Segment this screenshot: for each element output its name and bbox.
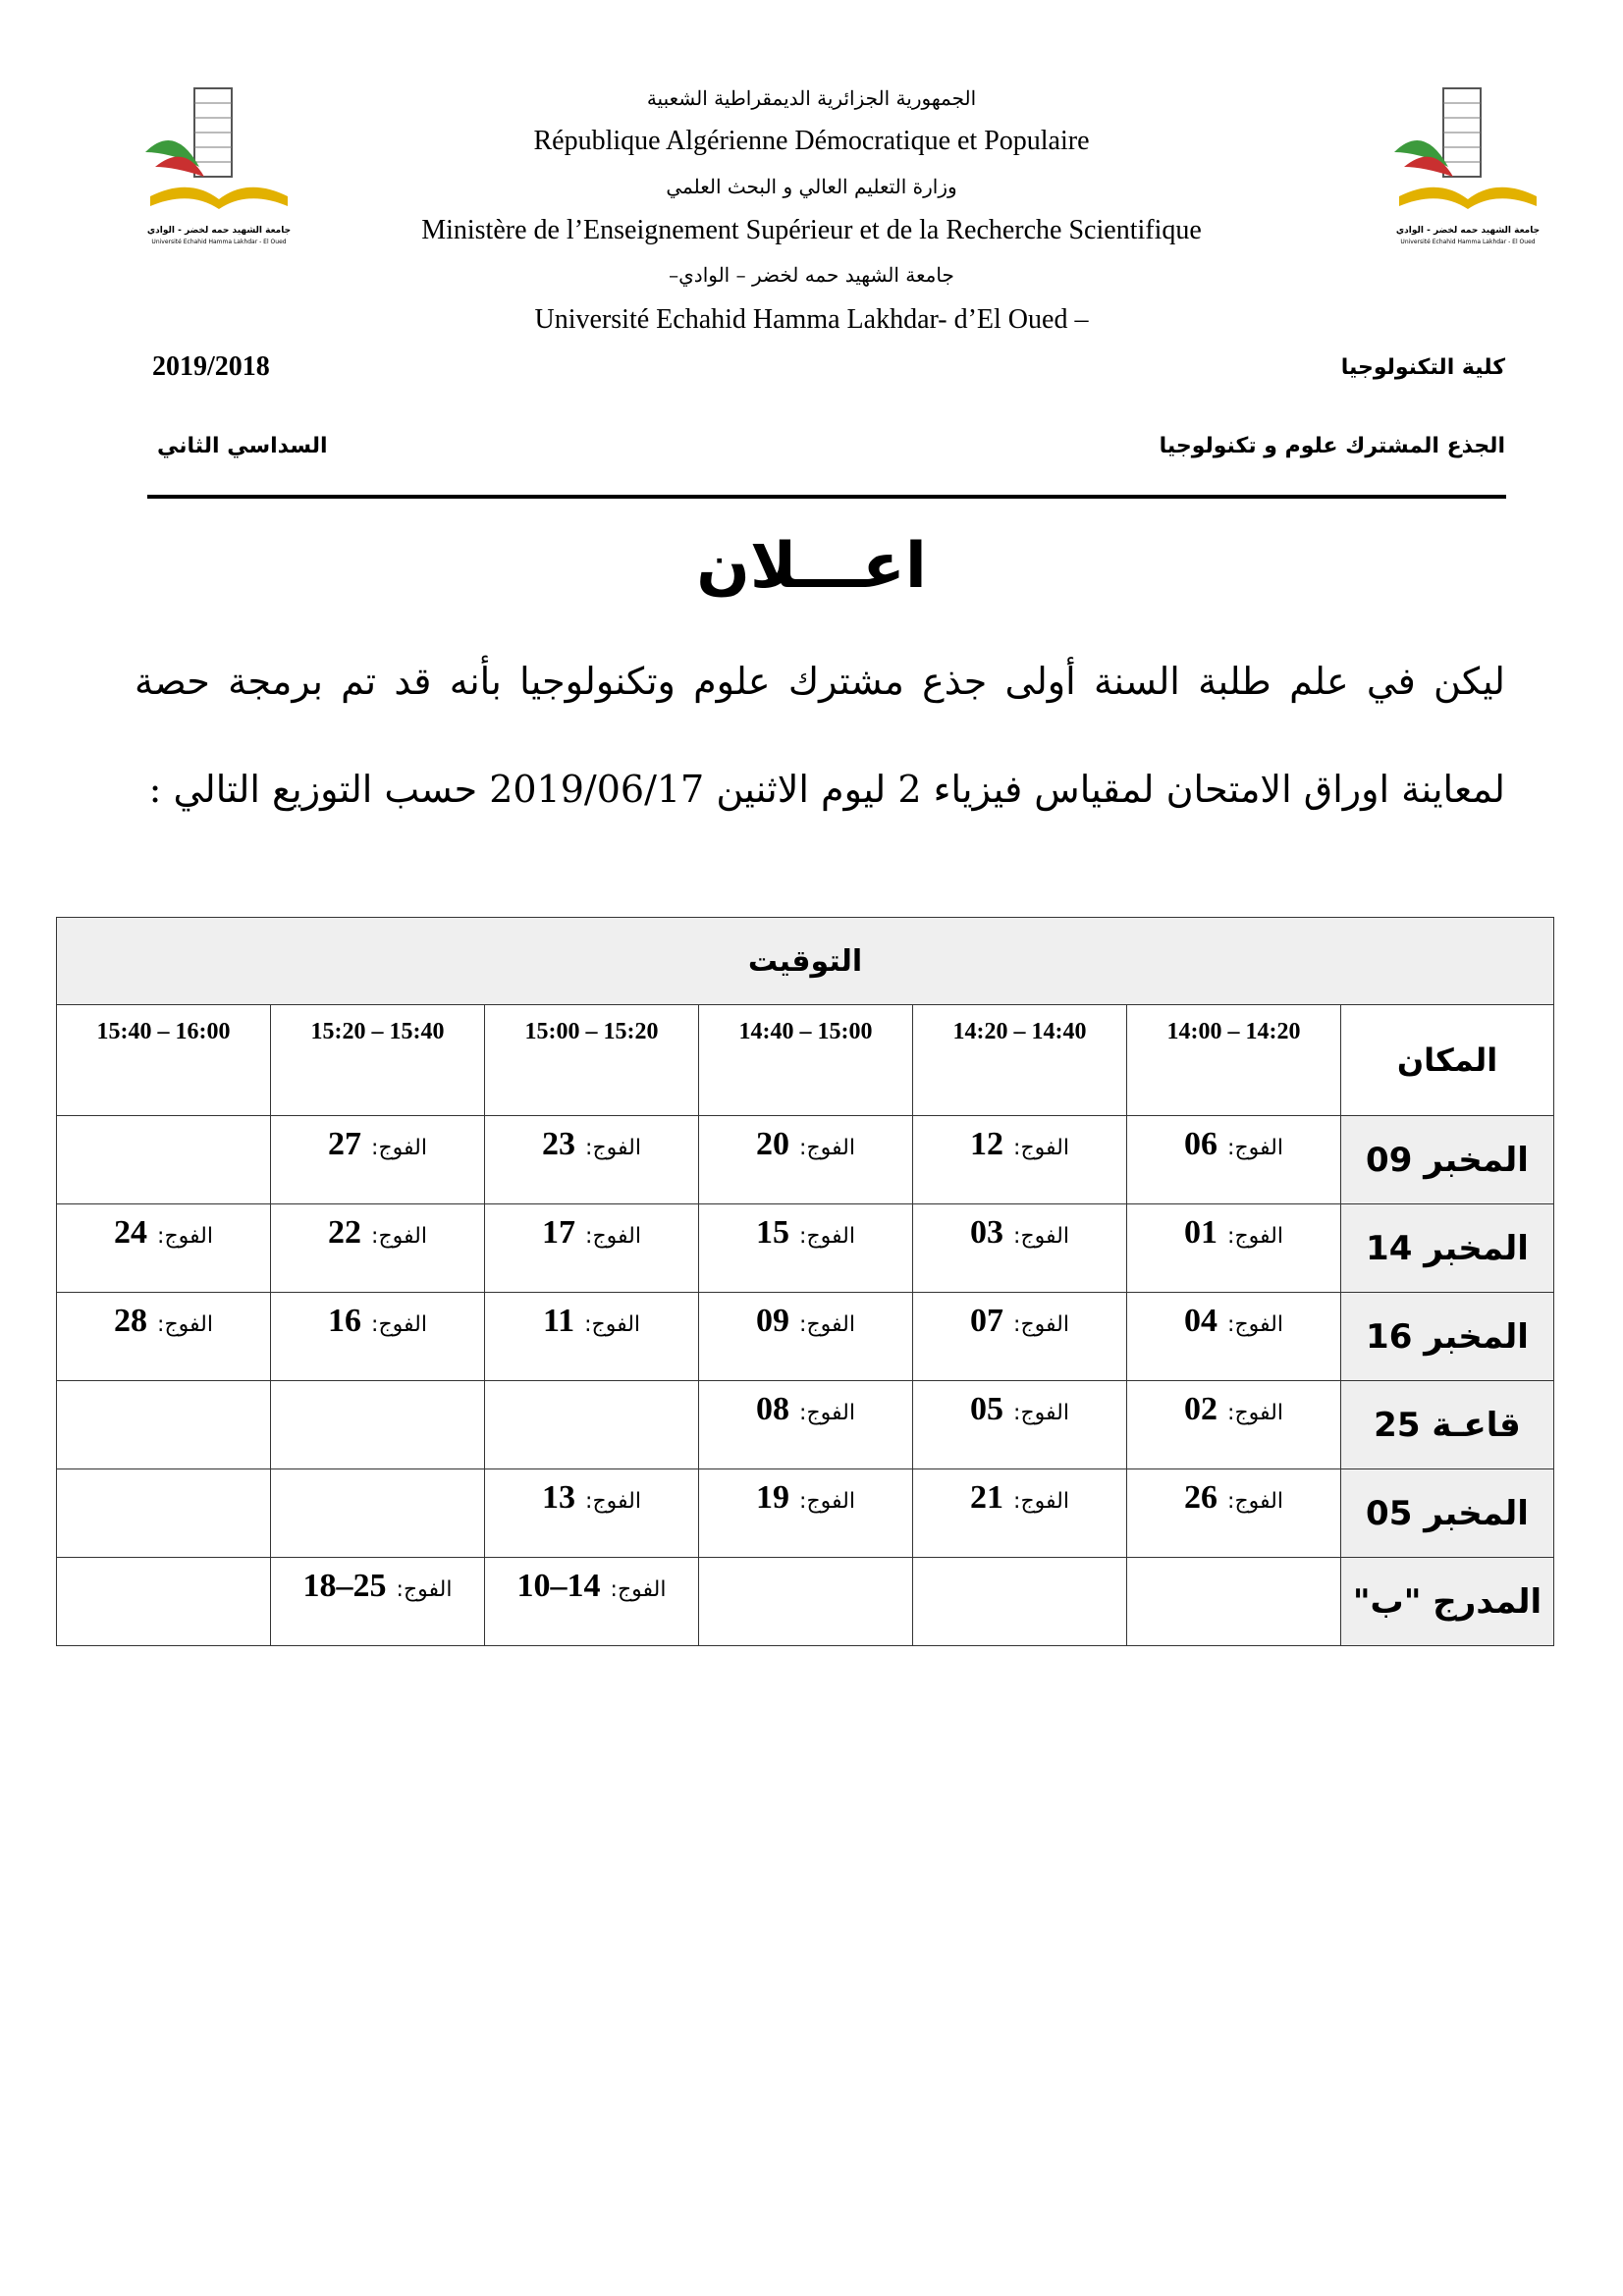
time-slot-header: 15:20 – 15:40 [271, 1005, 485, 1116]
group-cell [57, 1204, 271, 1293]
group-cell [913, 1116, 1127, 1204]
republic-arabic: الجمهورية الجزائرية الديمقراطية الشعبية [646, 86, 977, 110]
group-cell [57, 1381, 271, 1469]
group-cell [485, 1116, 699, 1204]
group-number: 08 [756, 1391, 790, 1427]
schedule-table [56, 917, 1554, 1646]
group-label: الفوج: [799, 1224, 855, 1249]
group-number: 17 [542, 1214, 576, 1251]
group-cell [271, 1293, 485, 1381]
group-cell [57, 1558, 271, 1646]
group-number: 15 [756, 1214, 790, 1251]
place-cell: المخبر 16 [1341, 1293, 1554, 1381]
group-label: الفوج: [585, 1136, 641, 1160]
group-cell [485, 1469, 699, 1558]
group-number: 13 [542, 1479, 576, 1516]
logo-caption-left: جامعة الشهيد حمه لخضر - الوادي [146, 226, 292, 236]
group-label: الفوج: [799, 1312, 855, 1337]
group-label: الفوج: [1013, 1224, 1069, 1249]
republic-french: République Algérienne Démocratique et Populaire [533, 126, 1090, 156]
place-cell: المدرج "ب" [1341, 1558, 1554, 1646]
group-cell [913, 1381, 1127, 1469]
group-number: 09 [756, 1303, 790, 1339]
logo-subcaption-right: Université Echahid Hamma Lakhdar - El Oued [1400, 239, 1536, 245]
group-number: 27 [328, 1126, 362, 1162]
group-cell [1127, 1558, 1341, 1646]
group-label: الفوج: [1013, 1136, 1069, 1160]
group-cell [913, 1204, 1127, 1293]
ministry-arabic: وزارة التعليم العالي و البحث العلمي [666, 175, 957, 198]
group-cell [699, 1469, 913, 1558]
group-number: 24 [114, 1214, 148, 1251]
group-number: 12 [970, 1126, 1004, 1162]
group-number: 28 [114, 1303, 148, 1339]
group-number: 19 [756, 1479, 790, 1516]
place-cell: المخبر 14 [1341, 1204, 1554, 1293]
group-number: 07 [970, 1303, 1004, 1339]
group-cell [1127, 1116, 1341, 1204]
time-slot-header: 14:20 – 14:40 [913, 1005, 1127, 1116]
group-number: 10–14 [516, 1568, 601, 1604]
table-row [57, 1293, 1554, 1381]
group-label: الفوج: [157, 1224, 213, 1249]
table-row [57, 1469, 1554, 1558]
group-number: 20 [756, 1126, 790, 1162]
group-number: 11 [542, 1303, 575, 1339]
group-cell [913, 1469, 1127, 1558]
group-label: الفوج: [799, 1489, 855, 1514]
time-slot-header: 14:00 – 14:20 [1127, 1005, 1341, 1116]
group-label: الفوج: [799, 1136, 855, 1160]
group-cell [57, 1116, 271, 1204]
place-cell: المخبر 09 [1341, 1116, 1554, 1204]
group-label: الفوج: [1227, 1224, 1283, 1249]
group-cell [485, 1381, 699, 1469]
group-cell [271, 1381, 485, 1469]
group-cell [271, 1116, 485, 1204]
group-cell [485, 1204, 699, 1293]
group-cell [57, 1469, 271, 1558]
university-french: Université Echahid Hamma Lakhdar- d’El Oued – [534, 304, 1089, 335]
logo-subcaption-left: Université Echahid Hamma Lakhdar - El Oued [151, 239, 287, 245]
group-label: الفوج: [371, 1136, 427, 1160]
group-label: الفوج: [157, 1312, 213, 1337]
place-cell: المخبر 05 [1341, 1469, 1554, 1558]
table-row [57, 1558, 1554, 1646]
group-cell [271, 1558, 485, 1646]
group-cell [485, 1293, 699, 1381]
group-label: الفوج: [585, 1224, 641, 1249]
faculty-label: كلية التكنولوجيا [1340, 355, 1505, 380]
group-cell [699, 1293, 913, 1381]
table-row [57, 1381, 1554, 1469]
time-slot-header: 15:00 – 15:20 [485, 1005, 699, 1116]
table-row [57, 1116, 1554, 1204]
group-label: الفوج: [371, 1224, 427, 1249]
group-cell [485, 1558, 699, 1646]
group-label: الفوج: [1013, 1489, 1069, 1514]
group-label: الفوج: [1227, 1489, 1283, 1514]
group-number: 03 [970, 1214, 1004, 1251]
logo-caption-right: جامعة الشهيد حمه لخضر - الوادي [1395, 226, 1541, 236]
place-header: المكان [1341, 1005, 1554, 1116]
timing-header: التوقيت [57, 918, 1554, 1005]
group-cell [699, 1204, 913, 1293]
group-cell [913, 1293, 1127, 1381]
group-label: الفوج: [1227, 1401, 1283, 1425]
announcement-line-1: ليكن في علم طلبة السنة أولى جذع مشترك علوم وتكنولوجيا بأنه قد تم برمجة حصة [135, 660, 1505, 703]
group-label: الفوج: [585, 1489, 641, 1514]
common-core-label: الجذع المشترك علوم و تكنولوجيا [1159, 434, 1505, 458]
group-cell [1127, 1381, 1341, 1469]
group-label: الفوج: [1227, 1136, 1283, 1160]
semester-label: السداسي الثاني [157, 434, 328, 458]
group-number: 16 [328, 1303, 362, 1339]
group-number: 01 [1184, 1214, 1218, 1251]
group-label: الفوج: [396, 1577, 453, 1602]
announcement-line-2: لمعاينة اوراق الامتحان لمقياس فيزياء 2 ليوم الاثنين 2019/06/17 حسب التوزيع التالي : [148, 768, 1505, 811]
ministry-french: Ministère de l’Enseignement Supérieur et de la Recherche Scientifique [421, 215, 1202, 245]
group-cell [1127, 1293, 1341, 1381]
group-label: الفوج: [610, 1577, 667, 1602]
group-cell [271, 1469, 485, 1558]
group-number: 04 [1184, 1303, 1218, 1339]
group-cell [699, 1381, 913, 1469]
group-cell [699, 1116, 913, 1204]
academic-year: 2019/2018 [152, 351, 270, 382]
group-cell [1127, 1469, 1341, 1558]
group-number: 18–25 [302, 1568, 387, 1604]
time-slot-header: 14:40 – 15:00 [699, 1005, 913, 1116]
place-cell: قاعـة 25 [1341, 1381, 1554, 1469]
group-number: 05 [970, 1391, 1004, 1427]
header-divider [147, 495, 1506, 499]
group-number: 23 [542, 1126, 576, 1162]
group-number: 02 [1184, 1391, 1218, 1427]
group-cell [699, 1558, 913, 1646]
group-label: الفوج: [1013, 1401, 1069, 1425]
group-number: 06 [1184, 1126, 1218, 1162]
group-label: الفوج: [584, 1312, 641, 1337]
group-cell [913, 1558, 1127, 1646]
group-label: الفوج: [1013, 1312, 1069, 1337]
university-arabic: جامعة الشهيد حمه لخضر – الوادي– [669, 263, 954, 287]
group-number: 21 [970, 1479, 1004, 1516]
group-label: الفوج: [371, 1312, 427, 1337]
announcement-title: اعـــلان [696, 530, 927, 603]
table-row [57, 1204, 1554, 1293]
group-cell [1127, 1204, 1341, 1293]
group-label: الفوج: [799, 1401, 855, 1425]
group-label: الفوج: [1227, 1312, 1283, 1337]
group-number: 26 [1184, 1479, 1218, 1516]
group-cell [57, 1293, 271, 1381]
group-cell [271, 1204, 485, 1293]
time-slot-header: 15:40 – 16:00 [57, 1005, 271, 1116]
group-number: 22 [328, 1214, 362, 1251]
